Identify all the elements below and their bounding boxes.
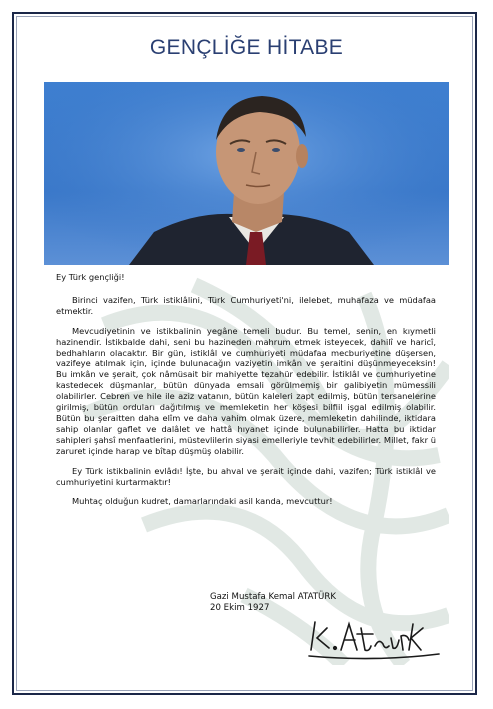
signature-date: 20 Ekim 1927 xyxy=(210,603,270,613)
poster-title: GENÇLİĞE HİTABE xyxy=(149,36,344,59)
portrait-illustration xyxy=(44,82,449,265)
speech-text xyxy=(56,272,436,516)
paragraph-2: Mevcudiyetinin ve istikbalinin yegâne temeli budur. Bu temel, senin, en kıymetli hazinendir. İstikbalde dahi, seni bu hazineden mahrum etmek isteyecek, dahilî ve haricî, bedhahların olacaktır. Bir gün, istiklâl ve cumhuriyeti müdafaa mecburiyetine düşersen, vazifeye atılmak için, içinde bulunacağın vaziyetin imkân ve şeraitini düşünmeyeceksin! Bu imkân ve şerait, çok nâmüsait bir mahiyette tezahür edebilir. İstiklâl ve cumhuriyetine kastedecek düşmanlar, bütün dünyada emsali görülmemiş bir galibiyetin mümessili olabilirler. Cebren ve hile ile aziz vatanın, bütün kaleleri zapt edilmiş, bütün tersanelerine girilmiş, bütün orduları dağıtılmış ve memleketin her köşesi bilfiil işgal edilmiş olabilir. Bütün bu şeraitten daha elîm ve daha vahim olmak üzere, memleketin dahilinde, iktidara sahip olanlar gaflet ve dalâlet ve hattâ hıyanet içinde bulunabilirler. Hatta bu iktidar sahipleri şahsî menfaatlerini, müstevlilerin siyasi emelleriyle tevhit edebilirler. Millet, fakr ü zaruret içinde harap ve bîtap düşmüş olabilir. xyxy=(56,325,436,456)
portrait-photo xyxy=(44,82,449,265)
paragraph-4: Muhtaç olduğun kudret, damarlarındaki asil kanda, mevcuttur! xyxy=(72,496,333,507)
signature-name: Gazi Mustafa Kemal ATATÜRK xyxy=(210,592,336,602)
paragraph-3: Ey Türk istikbalinin evlâdı! İşte, bu ahval ve şerait içinde dahi, vazifen; Türk istiklâl ve cumhuriyetini kurtarmaktır! xyxy=(56,465,436,487)
paragraph-greeting: Ey Türk gençliği! xyxy=(56,272,125,282)
signature-graphic xyxy=(305,610,445,665)
paragraph-1: Birinci vazifen, Türk istiklâlini, Türk Cumhuriyeti'ni, ilelebet, muhafaza ve müdafaa etmektir. xyxy=(56,294,436,316)
